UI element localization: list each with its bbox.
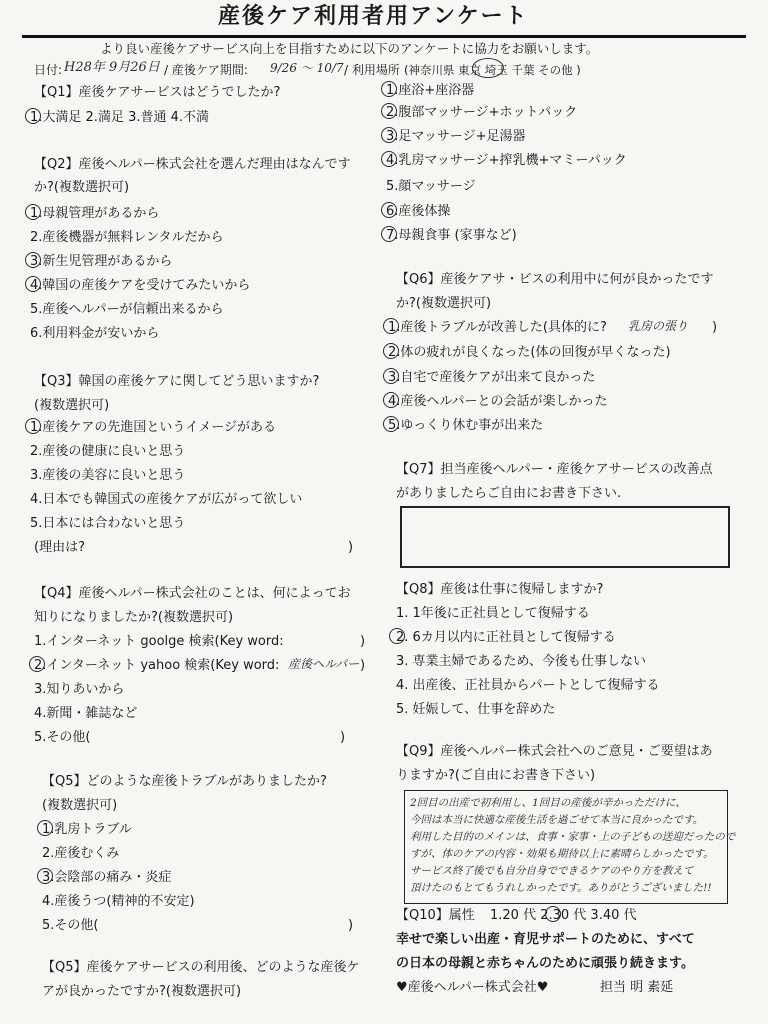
q6-answer-circle xyxy=(383,343,399,359)
intro-text: より良い産後ケアサービス向上を目指すために以下のアンケートに協力をお願いします。 xyxy=(100,41,599,56)
q6-option: 3.自宅で産後ケアが出来て良かった xyxy=(388,370,596,385)
q3-option: 3.産後の美容に良いと思う xyxy=(30,468,186,483)
q1-title: 【Q1】産後ケアサービスはどうでしたか? xyxy=(34,85,281,100)
date-value: H28年 9月26日 xyxy=(64,60,160,75)
q2-option: 4.韓国の産後ケアを受けてみたいから xyxy=(30,278,251,293)
q5b-option: 5.顔マッサージ xyxy=(386,179,476,194)
q3-answer-circle xyxy=(25,418,41,434)
q10-options: 1.20 代 2.30 代 3.40 代 xyxy=(490,908,637,923)
q5b-option: 2.腹部マッサージ+ホットパック xyxy=(386,105,578,120)
q2-option: 3.新生児管理があるから xyxy=(30,254,173,269)
q4-answer-circle xyxy=(29,656,45,672)
q2-answer-circle xyxy=(25,252,41,268)
q5-answer-circle xyxy=(37,868,53,884)
q5-sub: (複数選択可) xyxy=(42,798,118,813)
q5b-answer-circle xyxy=(381,103,397,119)
q1-options: 1.大満足 2.満足 3.普通 4.不満 xyxy=(30,110,210,125)
q6-close: ) xyxy=(712,320,718,335)
q7-title: 【Q7】担当産後ヘルパー・産後ケアサービスの改善点 xyxy=(396,462,713,477)
q3-reason-label: (理由は? xyxy=(34,540,85,555)
q5b-answer-circle xyxy=(381,202,397,218)
q9-answer-line: サービス終了後でも自分自身でできるケアのやり方を教えて xyxy=(410,865,694,877)
q10-answer-circle xyxy=(545,906,561,922)
q6-option: 1.産後トラブルが改善した(具体的に? xyxy=(388,320,607,335)
q9-answer-line: 2回目の出産で初利用し、1回目の産後が辛かっただけに、 xyxy=(410,797,686,809)
q3-option: 5.日本には合わないと思う xyxy=(30,516,186,531)
q4-close: ) xyxy=(360,658,366,673)
q6-option: 5.ゆっくり休む事が出来た xyxy=(388,418,544,433)
q6-title: 【Q6】産後ケアサ・ビスの利用中に何が良かったです xyxy=(396,272,714,287)
q5b-option: 1.座浴+座浴器 xyxy=(386,83,475,98)
footer-company: ♥産後ヘルパー株式会社♥ xyxy=(396,980,549,995)
q4-option: 4.新聞・雑誌など xyxy=(34,706,138,721)
q2-option: 2.産後機器が無料レンタルだから xyxy=(30,230,224,245)
period-value: 9/26 〜 10/7 xyxy=(270,61,344,75)
q3-title: 【Q3】韓国の産後ケアに関してどう思いますか? xyxy=(34,374,320,389)
q5b-answer-circle xyxy=(381,151,397,167)
q5b-title-line2: アが良かったですか?(複数選択可) xyxy=(42,984,242,999)
q5-option: 2.産後むくみ xyxy=(42,846,120,861)
q8-option: 4. 出産後、正社員からパートとして復帰する xyxy=(396,678,660,693)
title-rule xyxy=(22,35,746,38)
q8-option: 5. 妊娠して、仕事を辞めた xyxy=(396,702,556,717)
footer-slogan: 幸せで楽しい出産・育児サポートのために、すべて xyxy=(396,932,695,947)
q4-option: 5.その他( xyxy=(34,730,91,745)
q8-option: 2. 6カ月以内に正社員として復帰する xyxy=(396,630,616,645)
q5-option: 3.会陰部の痛み・炎症 xyxy=(42,870,172,885)
q6-title-line2: か?(複数選択可) xyxy=(396,296,492,311)
q9-answer-line: 今回は本当に快適な産後生活を過ごせて本当に良かったです。 xyxy=(410,814,704,826)
q3-reason-close: ) xyxy=(348,540,354,555)
q8-answer-circle xyxy=(389,628,405,644)
q7-title-line2: がありましたらご自由にお書き下さい. xyxy=(396,486,622,501)
q5b-option: 4.乳房マッサージ+搾乳機+マミーパック xyxy=(386,153,627,168)
q5-option: 4.産後うつ(精神的不安定) xyxy=(42,894,195,909)
q3-option: 2.産後の健康に良いと思う xyxy=(30,444,186,459)
q2-option: 6.利用料金が安いから xyxy=(30,326,160,341)
q5b-title: 【Q5】産後ケアサービスの利用後、どのような産後ケ xyxy=(42,960,360,975)
q9-answer-line: 利用した目的のメインは、食事・家事・上の子どもの送迎だったので xyxy=(410,831,736,843)
q10-label: 【Q10】属性 xyxy=(396,908,475,923)
tokyo-circle xyxy=(472,58,504,78)
q6-answer-circle xyxy=(383,318,399,334)
q2-title-line2: か?(複数選択可) xyxy=(34,180,130,195)
q6-option: 4.産後ヘルパーとの会話が楽しかった xyxy=(388,394,608,409)
q6-answer-circle xyxy=(383,416,399,432)
q2-answer-circle xyxy=(25,276,41,292)
q9-answer-line: 頂けたのもとてもうれしかったです。ありがとうございました!! xyxy=(410,882,712,894)
q6-answer-circle xyxy=(383,392,399,408)
place-options: (神奈川県 東京 埼玉 千葉 その他 ) xyxy=(404,63,581,77)
q6-option: 2.体の疲れが良くなった(体の回復が早くなった) xyxy=(388,345,671,360)
q2-option: 5.産後ヘルパーが信頼出来るから xyxy=(30,302,224,317)
q3-option: 4.日本でも韓国式の産後ケアが広がって欲しい xyxy=(30,492,303,507)
q4-close: ) xyxy=(340,730,346,745)
q5b-answer-circle xyxy=(381,81,397,97)
page-title: 産後ケア利用者用アンケート xyxy=(218,4,529,29)
period-label: / 産後ケア期間: xyxy=(164,63,248,77)
q9-title: 【Q9】産後ヘルパー株式会社へのご意見・ご要望はあ xyxy=(396,744,713,759)
q5b-option: 7.母親食事 (家事など) xyxy=(386,228,517,243)
q9-title-line2: りますか?(ご自由にお書き下さい) xyxy=(396,768,596,783)
footer-slogan-line2: の日本の母親と赤ちゃんのために頑張り続きます。 xyxy=(396,956,694,971)
q5-answer-circle xyxy=(37,820,53,836)
q9-answer-line: すが、体のケアの内容・効果も期待以上に素晴らしかったです。 xyxy=(410,848,714,860)
q5-title: 【Q5】どのような産後トラブルがありましたか? xyxy=(42,774,327,789)
q6-detail: 乳房の張り xyxy=(628,319,689,333)
footer-staff: 担当 明 素延 xyxy=(600,980,674,995)
q5b-answer-circle xyxy=(381,226,397,242)
place-label: / 利用場所 xyxy=(344,63,400,77)
q4-title-line2: 知りになりましたか?(複数選択可) xyxy=(34,610,234,625)
q6-answer-circle xyxy=(383,368,399,384)
q4-option: 3.知りあいから xyxy=(34,682,125,697)
q5b-option: 6.産後体操 xyxy=(386,204,451,219)
q4-title: 【Q4】産後ヘルパー株式会社のことは、何によってお xyxy=(34,586,351,601)
q4-option: 2.インターネット yahoo 検索(Key word: xyxy=(34,658,280,673)
q7-answer-box[interactable] xyxy=(400,506,730,568)
q1-answer-circle xyxy=(25,108,41,124)
q5-option: 5.その他( xyxy=(42,918,99,933)
q5-close: ) xyxy=(348,918,354,933)
q4-yahoo-keyword: 産後ヘルパー xyxy=(288,657,360,671)
q5b-option: 3.足マッサージ+足湯器 xyxy=(386,129,526,144)
q2-title: 【Q2】産後ヘルパー株式会社を選んだ理由はなんです xyxy=(34,157,351,172)
q5-option: 1.乳房トラブル xyxy=(42,822,132,837)
q2-answer-circle xyxy=(25,204,41,220)
q8-option: 3. 専業主婦であるため、今後も仕事しない xyxy=(396,654,647,669)
q2-option: 1.母親管理があるから xyxy=(30,206,160,221)
q3-option: 1.産後ケアの先進国というイメージがある xyxy=(30,420,277,435)
q8-title: 【Q8】産後は仕事に復帰しますか? xyxy=(396,582,604,597)
q5b-answer-circle xyxy=(381,127,397,143)
date-label: 日付: xyxy=(34,63,63,77)
q4-option: 1.インターネット goolge 検索(Key word: xyxy=(34,634,284,649)
q8-option: 1. 1年後に正社員として復帰する xyxy=(396,606,590,621)
q3-sub: (複数選択可) xyxy=(34,398,110,413)
q4-close: ) xyxy=(360,634,366,649)
